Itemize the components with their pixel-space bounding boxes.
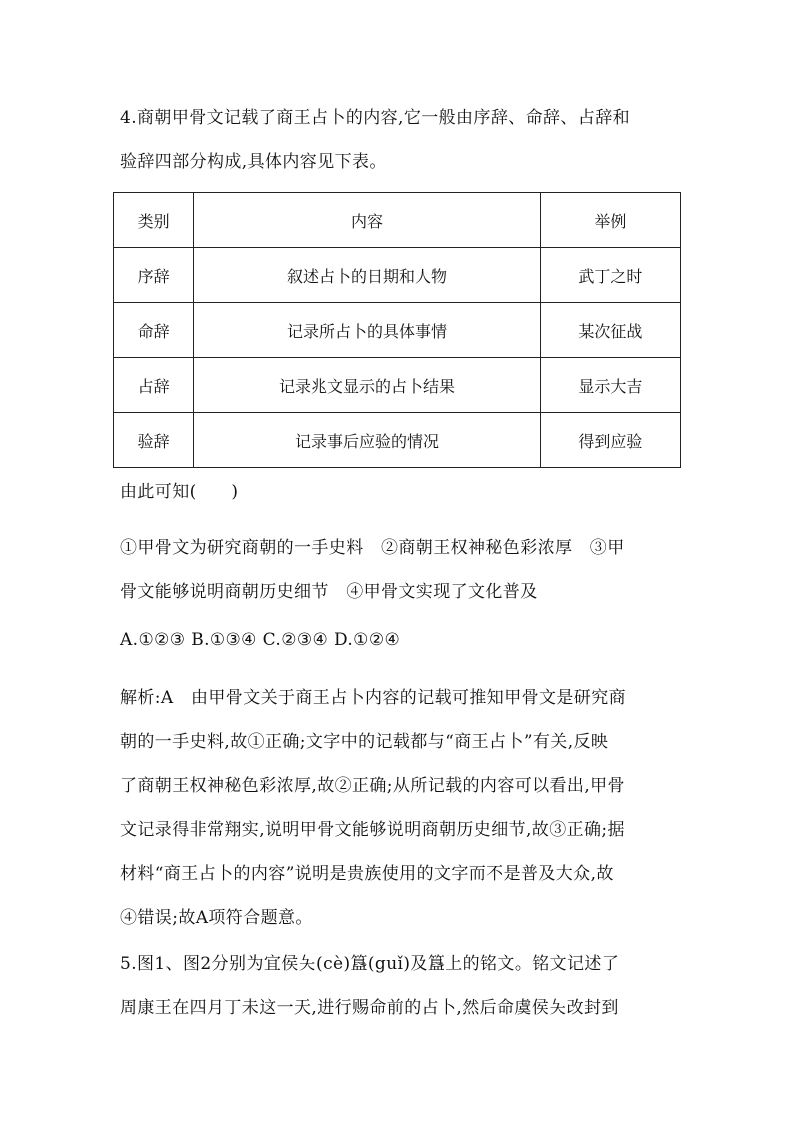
header-example: 举例 (540, 193, 680, 248)
question-5-line-2: 周康王在四月丁未这一天,进行赐命前的占卜,然后命虞侯夨改封到 (120, 998, 619, 1018)
question-4-line-2: 验辞四部分构成,具体内容见下表。 (120, 152, 387, 172)
table-cell-category: 占辞 (114, 358, 194, 413)
analysis-line-3: 了商朝王权神秘色彩浓厚,故②正确;从所记载的内容可以看出,甲骨 (120, 776, 625, 796)
analysis-line-4: 文记录得非常翔实,说明甲骨文能够说明商朝历史细节,故③正确;据 (120, 820, 625, 840)
question-5-line-1: 5.图1、图2分别为宜侯夨(cè)簋(guǐ)及簋上的铭文。铭文记述了 (120, 954, 620, 974)
question-4-choices: A.①②③ B.①③④ C.②③④ D.①②④ (120, 630, 401, 650)
oracle-bone-inscription-table (113, 192, 681, 468)
question-4-analysis (120, 676, 680, 940)
table-cell-content: 记录兆文显示的占卜结果 (194, 358, 541, 413)
header-content: 内容 (194, 193, 541, 248)
analysis-line-1: 解析:A 由甲骨文关于商王占卜内容的记载可推知甲骨文是研究商 (120, 688, 627, 708)
table-cell-example: 某次征战 (540, 303, 680, 358)
table-cell-example: 得到应验 (540, 413, 680, 468)
statements-line-1: ①甲骨文为研究商朝的一手史料 ②商朝王权神秘色彩浓厚 ③甲 (120, 538, 625, 558)
question-4-line-1: 4.商朝甲骨文记载了商王占卜的内容,它一般由序辞、命辞、占辞和 (120, 108, 631, 128)
question-5-stem (120, 942, 680, 1030)
statements-line-2: 骨文能够说明商朝历史细节 ④甲骨文实现了文化普及 (120, 582, 538, 602)
table-row (114, 303, 681, 358)
table-cell-example: 武丁之时 (540, 248, 680, 303)
table-cell-category: 命辞 (114, 303, 194, 358)
table-row (114, 358, 681, 413)
analysis-line-5: 材料“商王占卜的内容”说明是贵族使用的文字而不是普及大众,故 (120, 864, 614, 884)
analysis-line-2: 朝的一手史料,故①正确;文字中的记载都与“商王占卜”有关,反映 (120, 732, 609, 752)
table-cell-content: 记录所占卜的具体事情 (194, 303, 541, 358)
table-cell-content: 记录事后应验的情况 (194, 413, 541, 468)
question-4-stem (120, 96, 680, 184)
analysis-line-6: ④错误;故A项符合题意。 (120, 908, 313, 928)
table-row (114, 413, 681, 468)
table-cell-content: 叙述占卜的日期和人物 (194, 248, 541, 303)
table-cell-category: 验辞 (114, 413, 194, 468)
question-4-prompt: 由此可知( ) (120, 482, 239, 502)
table-row (114, 248, 681, 303)
table-cell-example: 显示大吉 (540, 358, 680, 413)
table-header-row (114, 193, 681, 248)
table-cell-category: 序辞 (114, 248, 194, 303)
header-category: 类别 (114, 193, 194, 248)
question-4-statements (120, 526, 680, 614)
